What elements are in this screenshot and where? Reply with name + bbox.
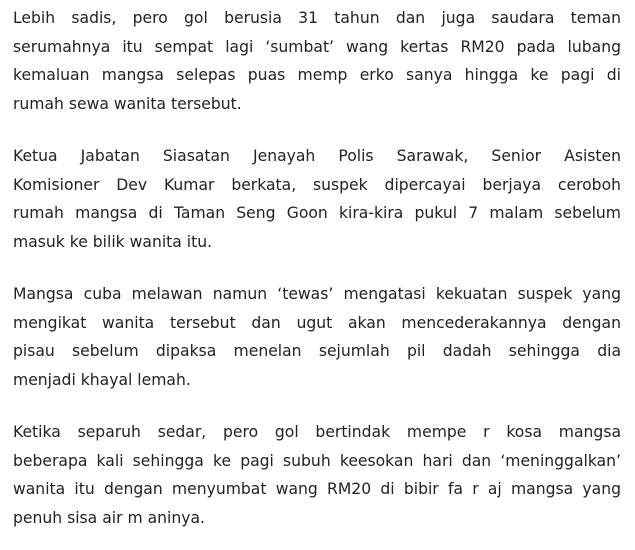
- text-line: beberapa kali sehingga ke pagi subuh keesokan hari dan ‘meninggalkan’: [13, 451, 621, 470]
- text-line: masuk ke bilik wanita itu.: [13, 232, 213, 251]
- text-line: serumahnya itu sempat lagi ‘sumbat’ wang kertas RM20 pada lubang: [13, 37, 621, 56]
- text-line: Komisioner Dev Kumar berkata, suspek dipercayai berjaya ceroboh: [13, 175, 621, 194]
- text-line: penuh sisa air m aninya.: [13, 508, 205, 527]
- text-line: menjadi khayal lemah.: [13, 370, 191, 389]
- text-line: mengikat wanita tersebut dan ugut akan mencederakannya dengan: [13, 313, 621, 332]
- text-line: Lebih sadis, pero gol berusia 31 tahun dan juga saudara teman: [13, 9, 621, 27]
- text-line: Mangsa cuba melawan namun ‘tewas’ mengatasi kekuatan suspek yang: [13, 285, 621, 303]
- text-line: Ketika separuh sedar, pero gol bertindak mempe r kosa mangsa: [13, 423, 621, 441]
- paragraph-1: [13, 4, 621, 118]
- text-line: wanita itu dengan menyumbat wang RM20 di bibir fa r aj mangsa yang: [13, 480, 621, 498]
- paragraph-3: [13, 280, 621, 394]
- text-line: kemaluan mangsa selepas puas memp erko sanya hingga ke pagi di: [13, 66, 621, 84]
- paragraph-2: [13, 142, 621, 256]
- text-line: pisau sebelum dipaksa menelan sejumlah pil dadah sehingga dia: [13, 342, 621, 360]
- text-line: Ketua Jabatan Siasatan Jenayah Polis Sarawak, Senior Asisten: [13, 147, 621, 165]
- text-line: rumah mangsa di Taman Seng Goon kira-kira pukul 7 malam sebelum: [13, 204, 621, 222]
- paragraph-4: [13, 418, 621, 532]
- text-line: rumah sewa wanita tersebut.: [13, 94, 242, 113]
